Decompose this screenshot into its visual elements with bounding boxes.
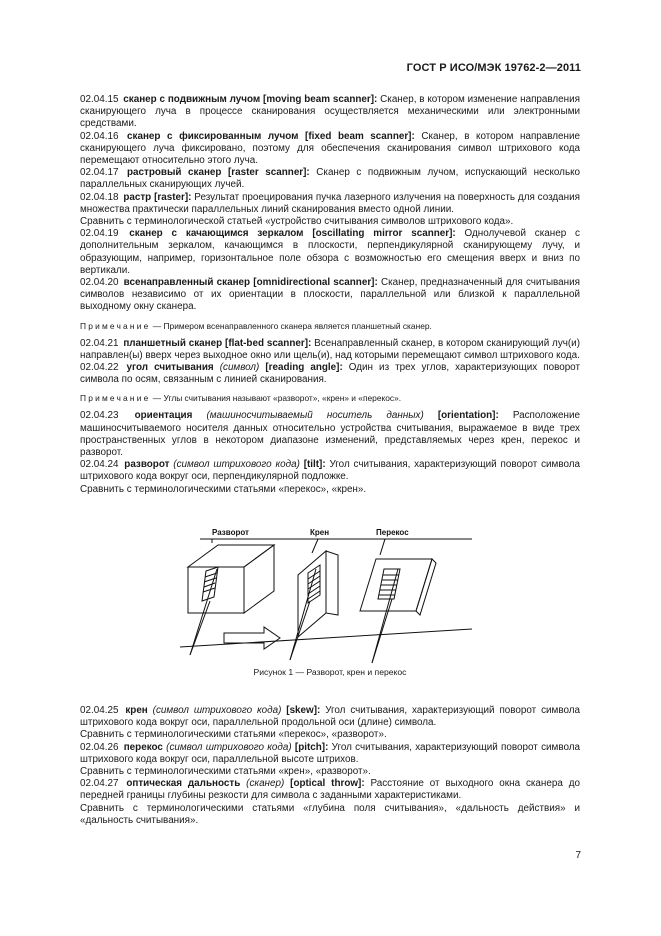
entry-number: 02.04.18: [80, 191, 119, 203]
entry-context: (символ): [213, 362, 266, 374]
entry-see-also: Сравнить с терминологическими статьями «перекос», «крен».: [80, 483, 367, 495]
entry-definition: Однолучевой сканер с дополнительным зеркалом, качающимся в плоскости, перпендикулярной сканирующему лучу, и образующим, например, горизонтальное поле обзора с возможностью его смещения вверх и вниз по вертикали.: [80, 228, 580, 276]
entry-number: 02.04.22: [80, 362, 119, 374]
entry-english-term: [optical throw]:: [290, 778, 365, 790]
entry-number: 02.04.19: [80, 228, 119, 240]
entry-02-04-22: [80, 362, 580, 386]
entry-02-04-16: [80, 131, 580, 168]
entry-number: 02.04.25: [80, 705, 119, 716]
entry-definition: Всенаправленный сканер, в котором сканирующий луч(и) направлен(ы) вверх через выходное окно или щель(и), над которыми перемещают символ штрихового кода.: [80, 337, 580, 361]
entry-number: 02.04.26: [80, 741, 119, 753]
entry-english-term: [flat-bed scanner]:: [225, 337, 312, 349]
entry-definition: Угол считывания, характеризующий поворот символа штрихового кода вокруг оси, перпендикулярной подложке.: [80, 459, 580, 483]
entry-term: растровый сканер: [127, 167, 222, 179]
entry-english-term: [moving beam scanner]:: [263, 94, 378, 105]
tilt-box-front: [188, 567, 244, 613]
pitch-panel-side: [416, 559, 436, 615]
entry-definition: Расположение машиносчитываемого носителя данных относительно устройства считывания, выражаемое в виде трех пространственных углов в некотором диапазоне изменений, представляемых через крен, перекос и разворот.: [80, 410, 580, 459]
leader-line: [312, 539, 318, 553]
entry-context: (символ штрихового кода): [147, 705, 287, 716]
entry-02-04-24: [80, 459, 580, 483]
figure-caption: Рисунок 1 — Разворот, крен и перекос: [253, 667, 407, 677]
entry-term: планшетный сканер: [123, 337, 223, 349]
tilt-box-top: [188, 545, 274, 567]
scan-beam: [190, 569, 217, 655]
entry-term: ориентация: [134, 410, 193, 422]
note-label: Примечание: [80, 320, 151, 331]
entry-english-term: [reading angle]:: [265, 362, 343, 374]
entry-context: (символ штрихового кода): [169, 459, 304, 471]
entry-english-term: [raster]:: [154, 191, 192, 203]
entry-definition: Один из трех углов, характеризующих поворот символа по осям, связанным с линией сканирования.: [80, 362, 580, 386]
entry-definition: Расстояние от выходного окна сканера до передней границы глубины резкости для символа с заданными характеристиками.: [80, 778, 580, 802]
entry-02-04-27: [80, 778, 580, 802]
scan-beam: [290, 601, 310, 660]
leader-line: [380, 539, 385, 555]
entry-02-04-23: [80, 410, 580, 459]
note-reading-angles: [80, 392, 580, 404]
entry-02-04-19: [80, 228, 580, 277]
entry-definition: Угол считывания, характеризующий поворот символа штрихового кода вокруг оси, параллельной высоте штрихов.: [80, 741, 580, 765]
motion-arrow: [224, 627, 280, 649]
text-block-top: [80, 94, 580, 496]
entry-number: 02.04.24: [80, 459, 119, 471]
entry-02-04-26: [80, 742, 580, 766]
label-tilt: Разворот: [212, 528, 249, 537]
entry-02-04-25: [80, 705, 580, 729]
skew-panel-side: [326, 551, 338, 615]
tilt-box-side: [244, 545, 274, 613]
entry-english-term: [omnidirectional scanner]:: [253, 277, 378, 289]
entry-term: всенаправленный сканер: [123, 277, 251, 289]
entry-definition: Сканер с подвижным лучом, испускающий несколько параллельных сканирующих лучей.: [80, 167, 581, 191]
note-omnidirectional: [80, 320, 580, 332]
figure-reading-angles: [180, 525, 480, 670]
entry-02-04-20: [80, 277, 580, 314]
entry-definition: Сканер, в котором изменение направления сканирующего луча в процессе сканирования осуществляется механическими или электронными средствами.: [80, 94, 580, 130]
entry-number: 02.04.21: [80, 337, 119, 349]
entry-term: растр: [123, 191, 152, 203]
entry-see-also: Сравнить с терминологической статьей «устройство считывания символов штрихового кода».: [80, 216, 514, 228]
entry-term: крен: [125, 705, 148, 716]
entry-definition: Угол считывания, характеризующий поворот символа штрихового кода вокруг оси, параллельной продольной оси (длине) символа.: [80, 705, 580, 729]
label-pitch: Перекос: [376, 528, 409, 537]
entry-term: сканер с фиксированным лучом: [127, 130, 299, 142]
document-header: ГОСТ Р ИСО/МЭК 19762-2—2011: [406, 62, 581, 74]
entry-english-term: [raster scanner]:: [228, 167, 310, 179]
scan-beam: [372, 599, 392, 663]
entry-number: 02.04.15: [80, 94, 119, 105]
note-text: — Примером всенаправленного сканера является планшетный сканер.: [150, 320, 432, 331]
entry-english-term: [tilt]:: [303, 459, 326, 471]
text-block-bottom: [80, 705, 580, 827]
entry-english-term: [oscillating mirror scanner]:: [312, 228, 456, 240]
entry-term: сканер с подвижным лучом: [123, 94, 261, 105]
entry-english-term: [fixed beam scanner]:: [305, 130, 415, 142]
entry-number: 02.04.20: [80, 277, 119, 289]
entry-number: 02.04.17: [80, 167, 119, 179]
scan-beam: [290, 569, 316, 660]
page-number: 7: [575, 850, 581, 861]
note-label: Примечание: [80, 393, 151, 404]
entry-english-term: [skew]:: [286, 705, 321, 716]
entry-see-also: Сравнить с терминологическими статьями «крен», «разворот».: [80, 766, 371, 778]
entry-context: (символ штрихового кода): [162, 741, 295, 753]
entry-term: сканер с качающимся зеркалом: [129, 228, 304, 240]
entry-02-04-21: [80, 338, 580, 362]
reading-angles-diagram: [180, 525, 480, 670]
entry-02-04-17: [80, 167, 580, 191]
entry-number: 02.04.27: [80, 778, 119, 790]
entry-definition: Результат проецирования пучка лазерного излучения на поверхность для создания множества практически параллельных линий сканирования вместо одной линии.: [80, 191, 580, 215]
entry-definition: Сканер, предназначенный для считывания символов независимо от их ориентации в плоскости, параллельной или близкой к параллельной выходному окну сканера.: [80, 277, 580, 313]
entry-number: 02.04.16: [80, 130, 119, 142]
scan-beam: [190, 601, 210, 655]
entry-context: (сканер): [240, 778, 291, 790]
entry-term: оптическая дальность: [126, 778, 241, 790]
entry-02-04-15: [80, 94, 580, 131]
entry-see-also: Сравнить с терминологическими статьями «глубина поля считывания», «дальность действия» и «дальность считывания».: [80, 802, 580, 826]
entry-term: угол считывания: [126, 362, 214, 374]
note-text: — Углы считывания называют «разворот», «крен» и «перекос».: [150, 393, 402, 404]
entry-context: (машиносчитываемый носитель данных): [192, 410, 438, 422]
entry-english-term: [pitch]:: [294, 741, 329, 753]
entry-english-term: [orientation]:: [437, 410, 499, 422]
entry-see-also: Сравнить с терминологическими статьями «перекос», «разворот».: [80, 729, 387, 741]
label-skew: Крен: [310, 528, 330, 537]
entry-number: 02.04.23: [80, 410, 119, 422]
entry-definition: Сканер, в котором направление сканирующего луча фиксировано, поэтому для обеспечения сканирования символ штрихового кода перемещают относительно этого луча.: [80, 130, 581, 167]
entry-term: перекос: [123, 741, 163, 753]
entry-02-04-18: [80, 192, 580, 216]
entry-term: разворот: [124, 459, 170, 471]
